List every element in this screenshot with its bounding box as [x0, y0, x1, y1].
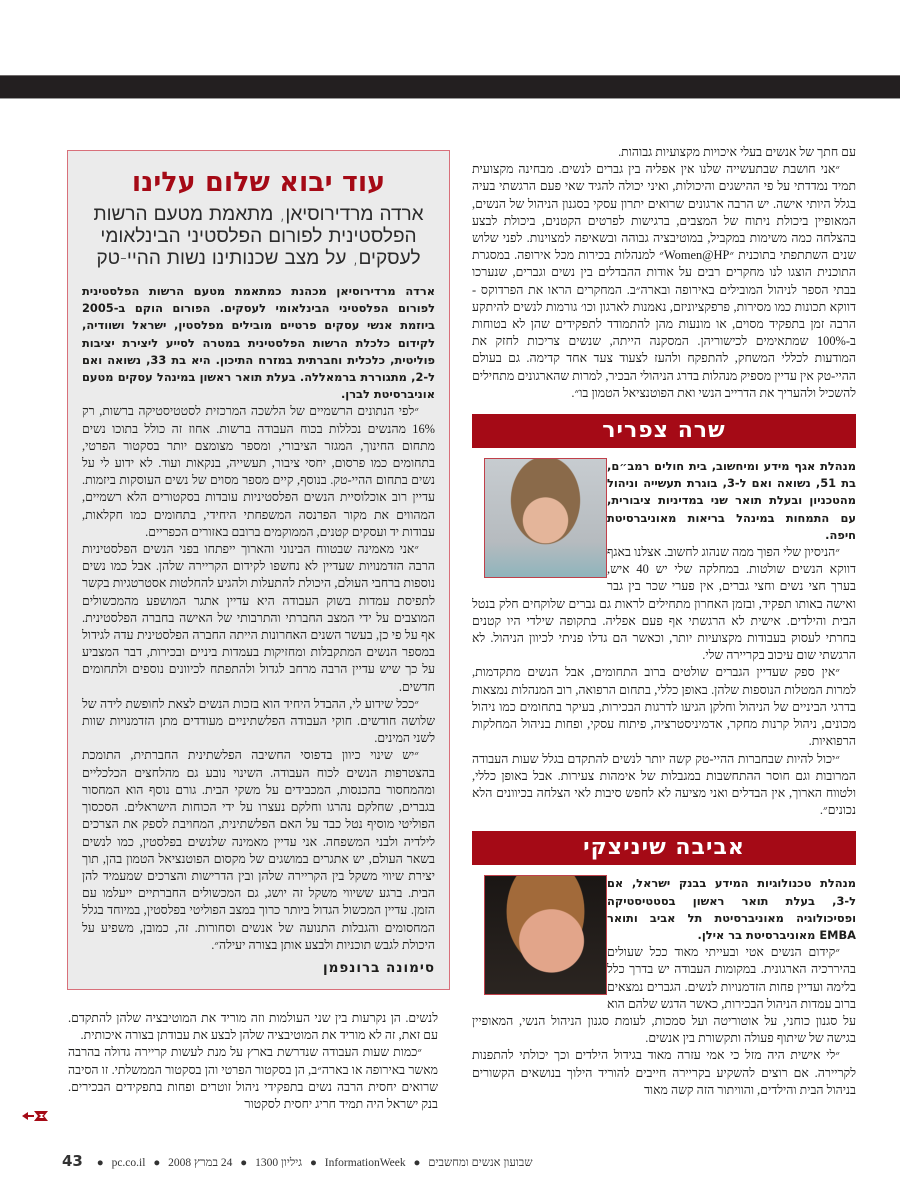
profile-name-banner: שרה צפריר [472, 414, 856, 448]
profile-paragraph: ״אין ספק שעדיין הגברים שולטים ברוב התחומים, אבל הנשים מתקדמות, למרות המטלות הנוספות שלהן. באופן כללי, בתחום הרפואה, רוב המנהלות נמצאות בדרגי הביניים של הניהול וחלקן הגיעו לדרגות הבכירות, בעיקר בתחומים כמו ניהול מכונים, ניהול קרנות מחקר, אדמיניסטרציה, פיתוח עסקי, ופחות בניהול המחלקות הרפואיות. [472, 665, 856, 749]
top-bar [0, 75, 900, 99]
footer-separator: ● [309, 1157, 317, 1169]
profile-paragraph: ״הניסיון שלי הפוך ממה שנהוג לחשוב. אצלנו באגף דווקא הנשים שולטות. במחלקה שלי יש 40 איש, בערך חצי נשים וחצי גברים, אין פערי שכר בין גבר ואישה באותו תפקיד, ובזמן האחרון מתחילים לראות גם גברים שלוקחים חלק בנטל הבית והילדים. אישית לא הרגשתי אף פעם אפליה. בתקופה שילדי היו קטנים בחרתי לעסוק בעבודות מקצועיות יותר, וכאשר הם גדלו פניתי לכיוון הניהול. לא הרגשתי שום עיכוב בקריירה שלי. [472, 545, 856, 663]
profile-sara-tsafrir [472, 458, 856, 819]
footer-separator: ● [153, 1157, 161, 1169]
sidebar-paragraph: ״לפי הנתונים הרשמיים של הלשכה המרכזית לסטטיסטיקה ברשות, רק 16% מהנשים נכללות בכוח העבודה ברשות. אחוז זה כולל בתוכו נשים מתחום החינוך, המגזר הציבורי, ומספר מצומצם יותר בסקטור הפרטי, בתחומים כמו פרסום, יחסי ציבור, תעשייה, בנקאות ועוד. לא ידוע לי על נשים בתחום ההיי-טק. בנוסף, קיים מספר מסוים של נשים העוסקות ביזמות. עדיין רוב אוכלוסיית הנשים הפלסטיניות עובדות בסקטורים הלא רשמיים, המהווים את מקור הפרנסה המשפחתי היחידי, בתחומים כמו חקלאות, עבודות יד ועסקים קטנים, הממוקמים ברובם באזורים הכפריים. [82, 404, 435, 539]
profile-name-banner: אביבה שיניצקי [472, 831, 856, 865]
body-paragraph: לנשים. הן נקרעות בין שני העולמות וזה מוריד את המוטיבציה שלהן להתקדם. עם זאת, זה לא מוריד את המוטיבציה שלהן לבצע את עבודתן בצורה איכותית. [68, 1011, 438, 1043]
portrait-photo [484, 458, 607, 578]
profile-paragraph: ״קידום הנשים אטי ובעייתי מאוד ככל שעולים בהיררכיה הארגונית. במקומות העבודה יש בדרך כלל בלימה ועדיין פחות הזדמנויות לנשים. הגברים נמצאים ברוב עמדות הניהול הבכירות, כאשר הדגש שלהם הוא על סגנון כוחני, על אוטוריטה ועל סמכות, לעומת סגנון הניהול הנשי, המאופיין בגישה של שיתוף פעולה ותקשורת בין אנשים. [472, 945, 856, 1046]
page-footer [62, 1152, 532, 1170]
footer-publication: InformationWeek [324, 1157, 406, 1169]
sidebar-paragraph: ״אני מאמינה שבטווח הבינוני והארוך ייפתחו בפני הנשים הפלסטיניות הרבה הזדמנויות שעדיין לא נחשפו לקידום הקריירה שלהן. אבל כמו נשים נוספות ברחבי העולם, היכולת להתעלות ולהגיע להחלטות אסטרטגיות בקשר לתפיסת עמדות בשוק העבודה היא עדיין אתגר המושפע מהמכשולים המוצבים על ידי המצב החברתי והתרבותי של האישה בחברה הפלסטינית. אף על פי כן, בעשר השנים האחרונות הייתה החברה הפלסטינית עדה לגידול במספר הנשים המתקבלות ומחזיקות בעמדות ביניים ובכירות, דבר המצביע על כך שיש עדיין הרבה מרחב לגדול ולהתפתח לכיוונים נוספים ולתחומים חדשים. [82, 542, 435, 694]
footer-issue: גיליון 1300 [255, 1157, 303, 1169]
sidebar-paragraph: ״יש שינוי כיוון בדפוסי החשיבה הפלשתינית החברתית, התומכת בהצטרפות הנשים לכוח העבודה. השינוי נובע גם מהלחצים הכלכליים ומהמחסור בהכנסות, המכבידים על משקי הבית. גורם נוסף הוא המחסור בגברים, שחלקם נהרגו וחלקם נעצרו על ידי הכוחות הישראלים. הסכסוך הפוליטי מוסיף נטל כבד על האם הפלשתינית, המחויבת לספק את הצרכים לילדיה ולבני המשפחה. אני עדיין מאמינה שלנשים בפלסטין, כמו לנשים בשאר העולם, יש אתגרים במושגים של מקסום הפוטנציאל הטמון בהן, תוך יצירת שיווי משקל בין הקריירה שלהן ובין הדרישות והצרכים שמעמיד להן הבית. ברגע ששיווי משקל זה יושג, גם המכשולים החברתיים ייעלמו עם הזמן. עדיין המכשול הגדול ביותר כרוך במצב הפוליטי בפלסטין, במיוחד בגלל המחסומים והגבלות התנועה של אנשים וסחורות. זה, כמובן, משפיע על היכולת לגבש תוכניות ולבצע אותן בצורה יעילה״. [82, 748, 435, 952]
footer-section: שבועון אנשים ומחשבים [428, 1157, 533, 1169]
continue-arrow-icon [22, 1110, 50, 1122]
sidebar-paragraph: ״ככל שידוע לי, ההבדל היחיד הוא בזכות הנשים לצאת לחופשת לידה של שלושה חודשים. חוקי העבודה הפלשתיניים מעודדים מתן הזדמנויות שוות לשני המינים. [82, 696, 435, 746]
profile-bio: מנהלת טכנולוגיות המידע בבנק ישראל, אם ל-3, בעלת תואר ראשון בסטטיסטיקה ופסיכולוגיה מאוניברסיטת תל אביב ותואר EMBA מאוניברסיטת בר אילן. [607, 876, 856, 942]
sidebar-title: עוד יבוא שלום עלינו [131, 167, 386, 198]
profile-paragraph: ״יכול להיות שבחברות ההיי-טק קשה יותר לנשים להתקדם בגלל שעות העבודה המרובות וגם חוסר ההתחשבות במגבלות של אימהות צעירות. אבל באופן כללי, ולטווח הארוך, אין הבדלים ואני מציעה לא לחפש סיבות לאי הצלחה בכיוונים הלא נכונים״. [472, 751, 856, 818]
profile-paragraph: ״לי אישית היה מזל כי אמי עזרה מאוד בגידול הילדים וכך יכולתי להתפנות לקריירה. אם רוצים להשקיע בקריירה חייבים להוריד הילוך בנושאים הקשורים בניהול הבית והילדים, והוויתור הזה קשה מאוד [472, 1048, 856, 1097]
sidebar-box [67, 150, 450, 990]
intro-paragraph: ״אני חושבת שבתעשייה שלנו אין אפליה בין גברים לנשים. מבחינה מקצועית תמיד נמדדתי על פי ההישגים והיכולות, ואיני יכולה להגיד שאי פעם הרגשתי בעיה בגלל היותי אישה. יש הרבה ארגונים שרואים יתרון עסקי בסגנון הניהול של הנשים, המאופיין ביכולת ניתוח של המצבים, ברגישות לפרטים הקטנים, ביכולת לבצע בהצלחה כמה משימות במקביל, במוטיבציה גבוהה ובשאיפה למצוינות. לפני שלוש שנים השתתפתי בתוכנית ״Women@HP״ למנהלות בכירות מכל אירופה. במסגרת התוכנית הוצגו לנו מחקרים רבים על אודות ההבדלים בין נשים וגברים, שנערכו בבתי הספר לניהול המובילים באירופה ובארה״ב. המחקרים הראו את הפרדוקס - דווקא תכונות כמו מסירות, פרפקציוניזם, נאמנות לארגון וכו׳ גורמות לנשים להיתקע הרבה זמן בתפקיד מסוים, או מונעות מהן להתמודד לתפקידים שהן לא בטוחות ב-100% שמתאימים לכישוריהן. המסקנה הייתה, שנשים צריכות לחזק את המודעות לכללי המשחק, להתפקח ולהעז לצעוד צעד אחד קדימה. גם בעולם ההיי-טק אין עדיין מספיק מנהלות בדרג הניהולי הבכיר, למרות שהארגונים מתחילים להשכיל ולהעריך את הדרייב הנשי ואת הפוטנציאל הטמון בו״. [472, 162, 857, 400]
footer-site: pc.co.il [111, 1157, 146, 1169]
footer-date: 24 במרץ 2008 [168, 1157, 233, 1169]
left-bottom-column [68, 1010, 438, 1113]
sidebar-subtitle: ארדה מרדירוסיאן, מתאמת מטעם הרשות הפלסטינית לפורום הפלסטיני הבינלאומי לעסקים, על מצב שכנותינו נשות ההיי-טק [93, 203, 424, 269]
sidebar-author: סימונה ברונפמן [322, 959, 435, 976]
body-paragraph: ״כמות שעות העבודה שנדרשת בארץ על מנת לעשות קריירה גדולה בהרבה מאשר באירופה או בארה״ב, הן בסקטור הפרטי והן בסקטור הממשלתי. זו הסיבה שרואים יחסית הרבה נשים בתפקידי ניהול זוטרים ופחות בתפקידים הבכירים. בנק ישראל היה תמיד חריג יחסית לסקטור [68, 1045, 438, 1112]
footer-separator: ● [96, 1157, 104, 1169]
profile-bio: מנהלת אגף מידע ומיחשוב, בית חולים רמב״ם, בת 51, נשואה ואם ל-3, בוגרת תעשייה וניהול מהטכניון ובעלת תואר שני במדיניות ציבורית, עם התמחות במינהל בריאות מאוניברסיטת חיפה. [607, 459, 856, 542]
portrait-photo [484, 875, 607, 995]
right-column [472, 144, 856, 1099]
page-number: 43 [62, 1152, 83, 1170]
footer-separator: ● [413, 1157, 421, 1169]
intro-paragraph: עם חתך של אנשים בעלי איכויות מקצועיות גבוהות. [618, 145, 856, 159]
footer-separator: ● [240, 1157, 248, 1169]
profile-aviva-shinitzky [472, 875, 856, 1099]
sidebar-lead: ארדה מרדירוסיאן מכהנת כמתאמת מטעם הרשות הפלסטינית לפורום הפלסטיני הבינלאומי לעסקים. הפורום הוקם ב-2005 ביוזמת אנשי עסקים פרטיים מובילים מפלסטין, ישראל ושוודיה, לקידום כלכלת הרשות הפלסטינית במטרה לסייע ליצירת יציבות פוליטית, כלכלית וחברתית במזרח התיכון. היא בת 33, נשואה ואם ל-2, מתגוררת ברמאללה. בעלת תואר ראשון במינהל עסקים מטעם אוניברסיטת לברן. [82, 284, 435, 402]
